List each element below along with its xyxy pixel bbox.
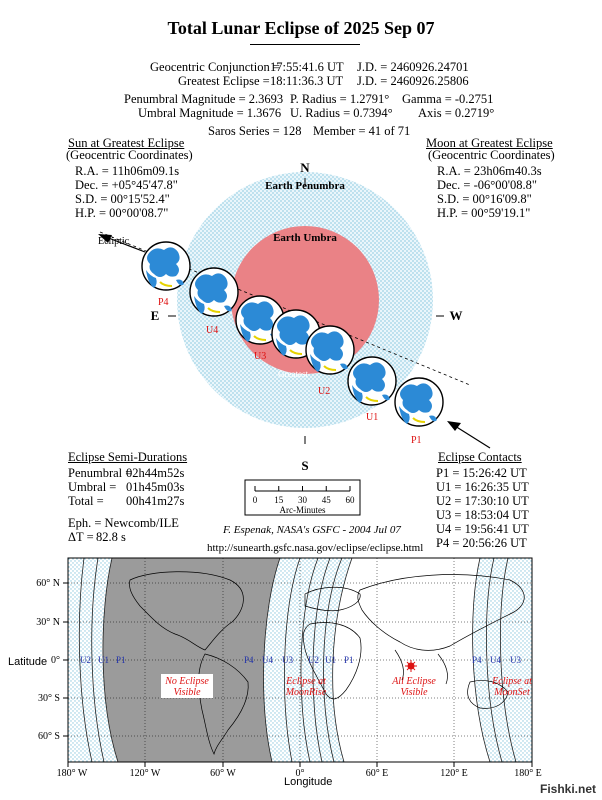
delta-t-label: ΔT = (68, 530, 94, 544)
zone-all-line1: All Eclipse (392, 676, 436, 687)
ephemeris: Eph. = Newcomb/ILE (68, 516, 179, 530)
south-label: S (301, 458, 309, 473)
greatest-time: 18:11:36.3 UT (270, 74, 344, 88)
east-label: E (150, 308, 160, 323)
latitude-axis-title: Latitude (8, 656, 48, 668)
map-contact-mid-p4: P4 (244, 655, 254, 665)
zone-moonset-line2: MoonSet (494, 687, 530, 698)
scale-tick-45: 45 (321, 495, 331, 505)
lat-label-0: 0° (51, 655, 60, 666)
lon-label-180e: 180° E (514, 768, 542, 779)
scale-tick-0: 0 (252, 495, 258, 505)
conjunction-time: 17:55:41.6 UT (270, 60, 344, 74)
moon-path-arrow-icon (447, 421, 461, 431)
scale-tick-30: 30 (298, 495, 307, 505)
contacts-table: P1 = 15:26:42 UT U1 = 16:26:35 UT U2 = 17:30:10 UT U3 = 18:53:04 UT U4 = 19:56:41 UT P4 = 20:56:26 UT (436, 466, 529, 550)
contacts-heading: Eclipse Contacts (438, 450, 522, 464)
map-contact-left-p1: P1 (116, 655, 126, 665)
moon-subheading: (Geocentric Coordinates) (428, 148, 555, 162)
moon-u2 (306, 326, 354, 374)
axis: Axis = 0.2719° (418, 106, 495, 120)
sun-subheading: (Geocentric Coordinates) (66, 148, 193, 162)
saros-member: Member = 41 of 71 (313, 124, 411, 138)
conjunction-jd: J.D. = 2460926.24701 (357, 60, 469, 74)
page-title: Total Lunar Eclipse of 2025 Sep 07 (167, 18, 435, 38)
saros-series: Saros Series = 128 (208, 124, 302, 138)
zone-no-eclipse-line2: Visible (173, 687, 201, 698)
contact-label-u2: U2 (318, 386, 331, 397)
scale-tick-15: 15 (274, 495, 284, 505)
lon-label-120w: 120° W (129, 768, 161, 779)
moon-path-arrow-line (455, 426, 490, 448)
durations-heading: Eclipse Semi-Durations (68, 450, 188, 464)
lat-label-30s: 30° S (37, 693, 60, 704)
contact-label-p1: P1 (411, 435, 422, 446)
ecliptic-label: Ecliptic (98, 236, 130, 247)
map-contact-right-u3: U3 (510, 655, 521, 665)
contact-label-u1: U1 (366, 412, 379, 423)
moon-p1 (395, 378, 443, 426)
scale-unit-label: Arc-Minutes (279, 505, 326, 515)
north-label: N (300, 160, 310, 175)
west-label: W (449, 308, 463, 323)
moon-u1 (348, 357, 396, 405)
umbra-label: Earth Umbra (273, 232, 337, 244)
zone-moonset-line1: Eclipse at (492, 676, 532, 687)
map-contact-left-u1: U1 (98, 655, 109, 665)
source-url[interactable]: http://sunearth.gsfc.nasa.gov/eclipse/eclipse.html (207, 542, 424, 554)
greatest-jd: J.D. = 2460926.25806 (357, 74, 469, 88)
sun-coordinates: R.A. = 11h06m09.1s Dec. = +05°45'47.8" S.D. = 00°15'52.4" H.P. = 00°00'08.7" (75, 164, 180, 220)
zone-no-eclipse-line1: No Eclipse (165, 676, 209, 687)
delta-t-value: 82.8 s (96, 530, 126, 544)
zone-moonrise-line1: Eclipse at (286, 676, 326, 687)
conjunction-label: Geocentric Conjunction = (150, 60, 280, 74)
p-radius: P. Radius = 1.2791° (290, 92, 390, 106)
contact-label-greatest: Greatest (278, 369, 308, 379)
lon-label-60w: 60° W (210, 768, 236, 779)
map-contact-left-u2: U2 (80, 655, 91, 665)
moon-heading: Moon at Greatest Eclipse (426, 136, 553, 150)
map-contact-mid-u3: U3 (282, 655, 293, 665)
map-contact-mid-p1: P1 (344, 655, 354, 665)
map-contact-right-u4: U4 (490, 655, 501, 665)
map-contact-right-p4: P4 (472, 655, 482, 665)
contact-label-u3: U3 (254, 351, 267, 362)
lat-label-60n: 60° N (36, 578, 60, 589)
lat-label-30n: 30° N (36, 617, 60, 628)
contact-label-p4: P4 (158, 297, 169, 308)
penumbral-magnitude: Penumbral Magnitude = 2.3693 (124, 92, 284, 106)
moon-u4 (190, 268, 238, 316)
lon-label-0: 0° (295, 768, 305, 779)
sun-heading: Sun at Greatest Eclipse (68, 136, 185, 150)
zone-all-line2: Visible (400, 687, 428, 698)
visibility-map (0, 550, 602, 779)
lon-label-60e: 60° E (365, 768, 389, 779)
umbral-magnitude: Umbral Magnitude = 1.3676 (138, 106, 282, 120)
author-credit: F. Espenak, NASA's GSFC - 2004 Jul 07 (223, 524, 401, 536)
moon-p4 (142, 242, 190, 290)
longitude-axis-title: Longitude (284, 776, 333, 788)
zone-moonrise-line2: MoonRise (285, 687, 327, 698)
lon-label-180w: 180° W (56, 768, 88, 779)
durations-table: Penumbral =02h44m52s Umbral =01h45m03s Total =00h41m27s (68, 466, 185, 508)
greatest-label: Greatest Eclipse = (178, 74, 270, 88)
map-contact-mid-u2: U2 (308, 655, 319, 665)
lat-label-60s: 60° S (37, 731, 60, 742)
contact-label-u4: U4 (206, 325, 219, 336)
gamma: Gamma = -0.2751 (402, 92, 494, 106)
u-radius: U. Radius = 0.7394° (290, 106, 393, 120)
moon-coordinates: R.A. = 23h06m40.3s Dec. = -06°00'08.8" S.D. = 00°16'09.8" H.P. = 00°59'19.1" (437, 164, 542, 220)
lon-label-120e: 120° E (440, 768, 468, 779)
map-contact-mid-u4: U4 (262, 655, 273, 665)
arc-minute-scale (245, 480, 361, 516)
scale-tick-60: 60 (345, 495, 355, 505)
penumbra-label: Earth Penumbra (265, 180, 345, 192)
map-contact-mid-u1: U1 (325, 655, 336, 665)
watermark: Fishki.net (539, 782, 596, 796)
